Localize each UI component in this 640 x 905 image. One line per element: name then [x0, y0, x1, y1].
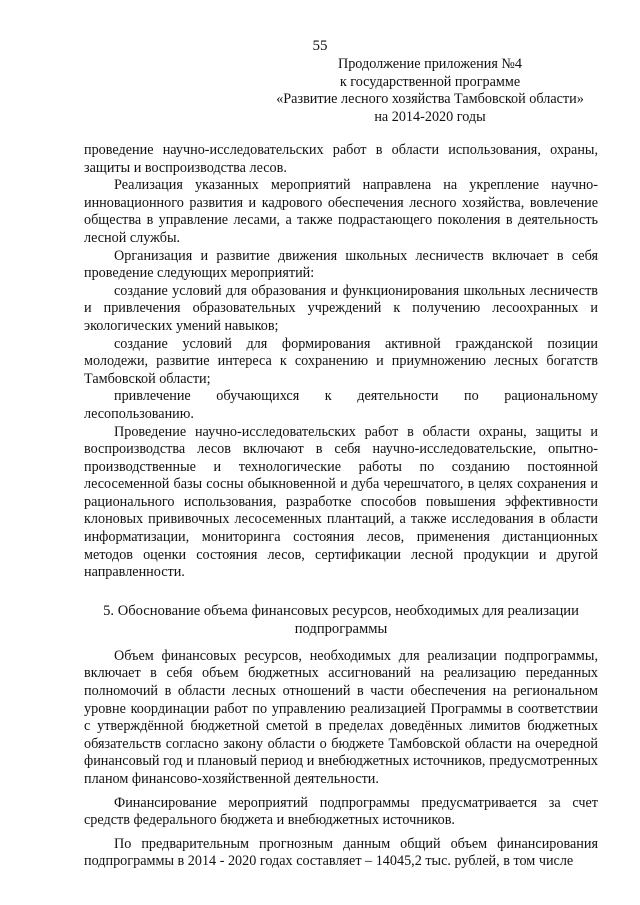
- header-line-1: Продолжение приложения №4: [337, 56, 523, 72]
- section-title: [84, 602, 598, 638]
- header-line-4: на 2014-2020 годы: [374, 108, 486, 125]
- paragraph: Финансирование мероприятий подпрограммы предусматривается за счет средств федерального бюджета и внебюджетных источников.: [84, 794, 598, 829]
- list-item: привлечение обучающихся к деятельности по рациональному лесопользованию.: [84, 388, 598, 422]
- header-line-3: «Развитие лесного хозяйства Тамбовской области»: [276, 91, 584, 107]
- list-item: создание условий для формирования активной гражданской позиции молодежи, развитие интереса к сохранению и приумножению лесных богатств Тамбовской области;: [84, 335, 598, 387]
- paragraph: проведение научно-исследовательских работ в области использования, охраны, защиты и воспроизводства лесов.: [84, 142, 598, 176]
- document-body: [84, 142, 598, 871]
- list-item: создание условий для образования и функционирования школьных лесничеств и привлечения образовательных учреждений к получению лесоохранных и экологических умений навыков;: [84, 282, 598, 334]
- section-title-line-1: 5. Обоснование объема финансовых ресурсов, необходимых для реализации: [103, 602, 579, 619]
- paragraph: Реализация указанных мероприятий направлена на укрепление научно-инновационного развития и кадрового обеспечения лесного хозяйства, вовлечение общества в управление лесами, а также подрастающего поколения в деятельность лесной службы.: [84, 177, 598, 246]
- paragraph: По предварительным прогнозным данным общий объем финансирования подпрограммы в 2014 - 2020 годах составляет – 14045,2 тыс. рублей, в том числе: [84, 835, 598, 870]
- paragraph: Организация и развитие движения школьных лесничеств включает в себя проведение следующих мероприятий:: [84, 247, 598, 282]
- header-line-2: к государственной программе: [339, 73, 521, 90]
- appendix-header: [250, 56, 610, 126]
- page-number: 55: [312, 38, 328, 54]
- paragraph: Объем финансовых ресурсов, необходимых для реализации подпрограммы, включает в себя объем бюджетных ассигнований на реализацию переданных полномочий в области лесных отношений в части обеспечения на региональном уровне координации работ по управлению реализацией Программы в соответствии с утверждённой бюджетной сметой в пределах доведённых лимитов бюджетных обязательств согласно закону области о бюджете Тамбовской области на очередной финансовый год и плановый период и внебюджетных источников, предусмотренных планом финансово-хозяйственной деятельности.: [84, 647, 598, 787]
- section-title-line-2: подпрограммы: [294, 620, 388, 637]
- paragraph: Проведение научно-исследовательских работ в области охраны, защиты и воспроизводства лесов включают в себя научно-исследовательские, опытно-производственные и технологические работы по созданию постоянной лесосеменной базы сосны обыкновенной и дуба черешчатого, в целях сохранения и рационального использования, разработке способов повышения эффективности клоновых прививочных лесосеменных плантаций, а также исследования в области информатизации, мониторинга состояния лесов, применения дистанционных методов оценки состояния лесов, сертификации лесной продукции и другой направленности.: [84, 423, 598, 581]
